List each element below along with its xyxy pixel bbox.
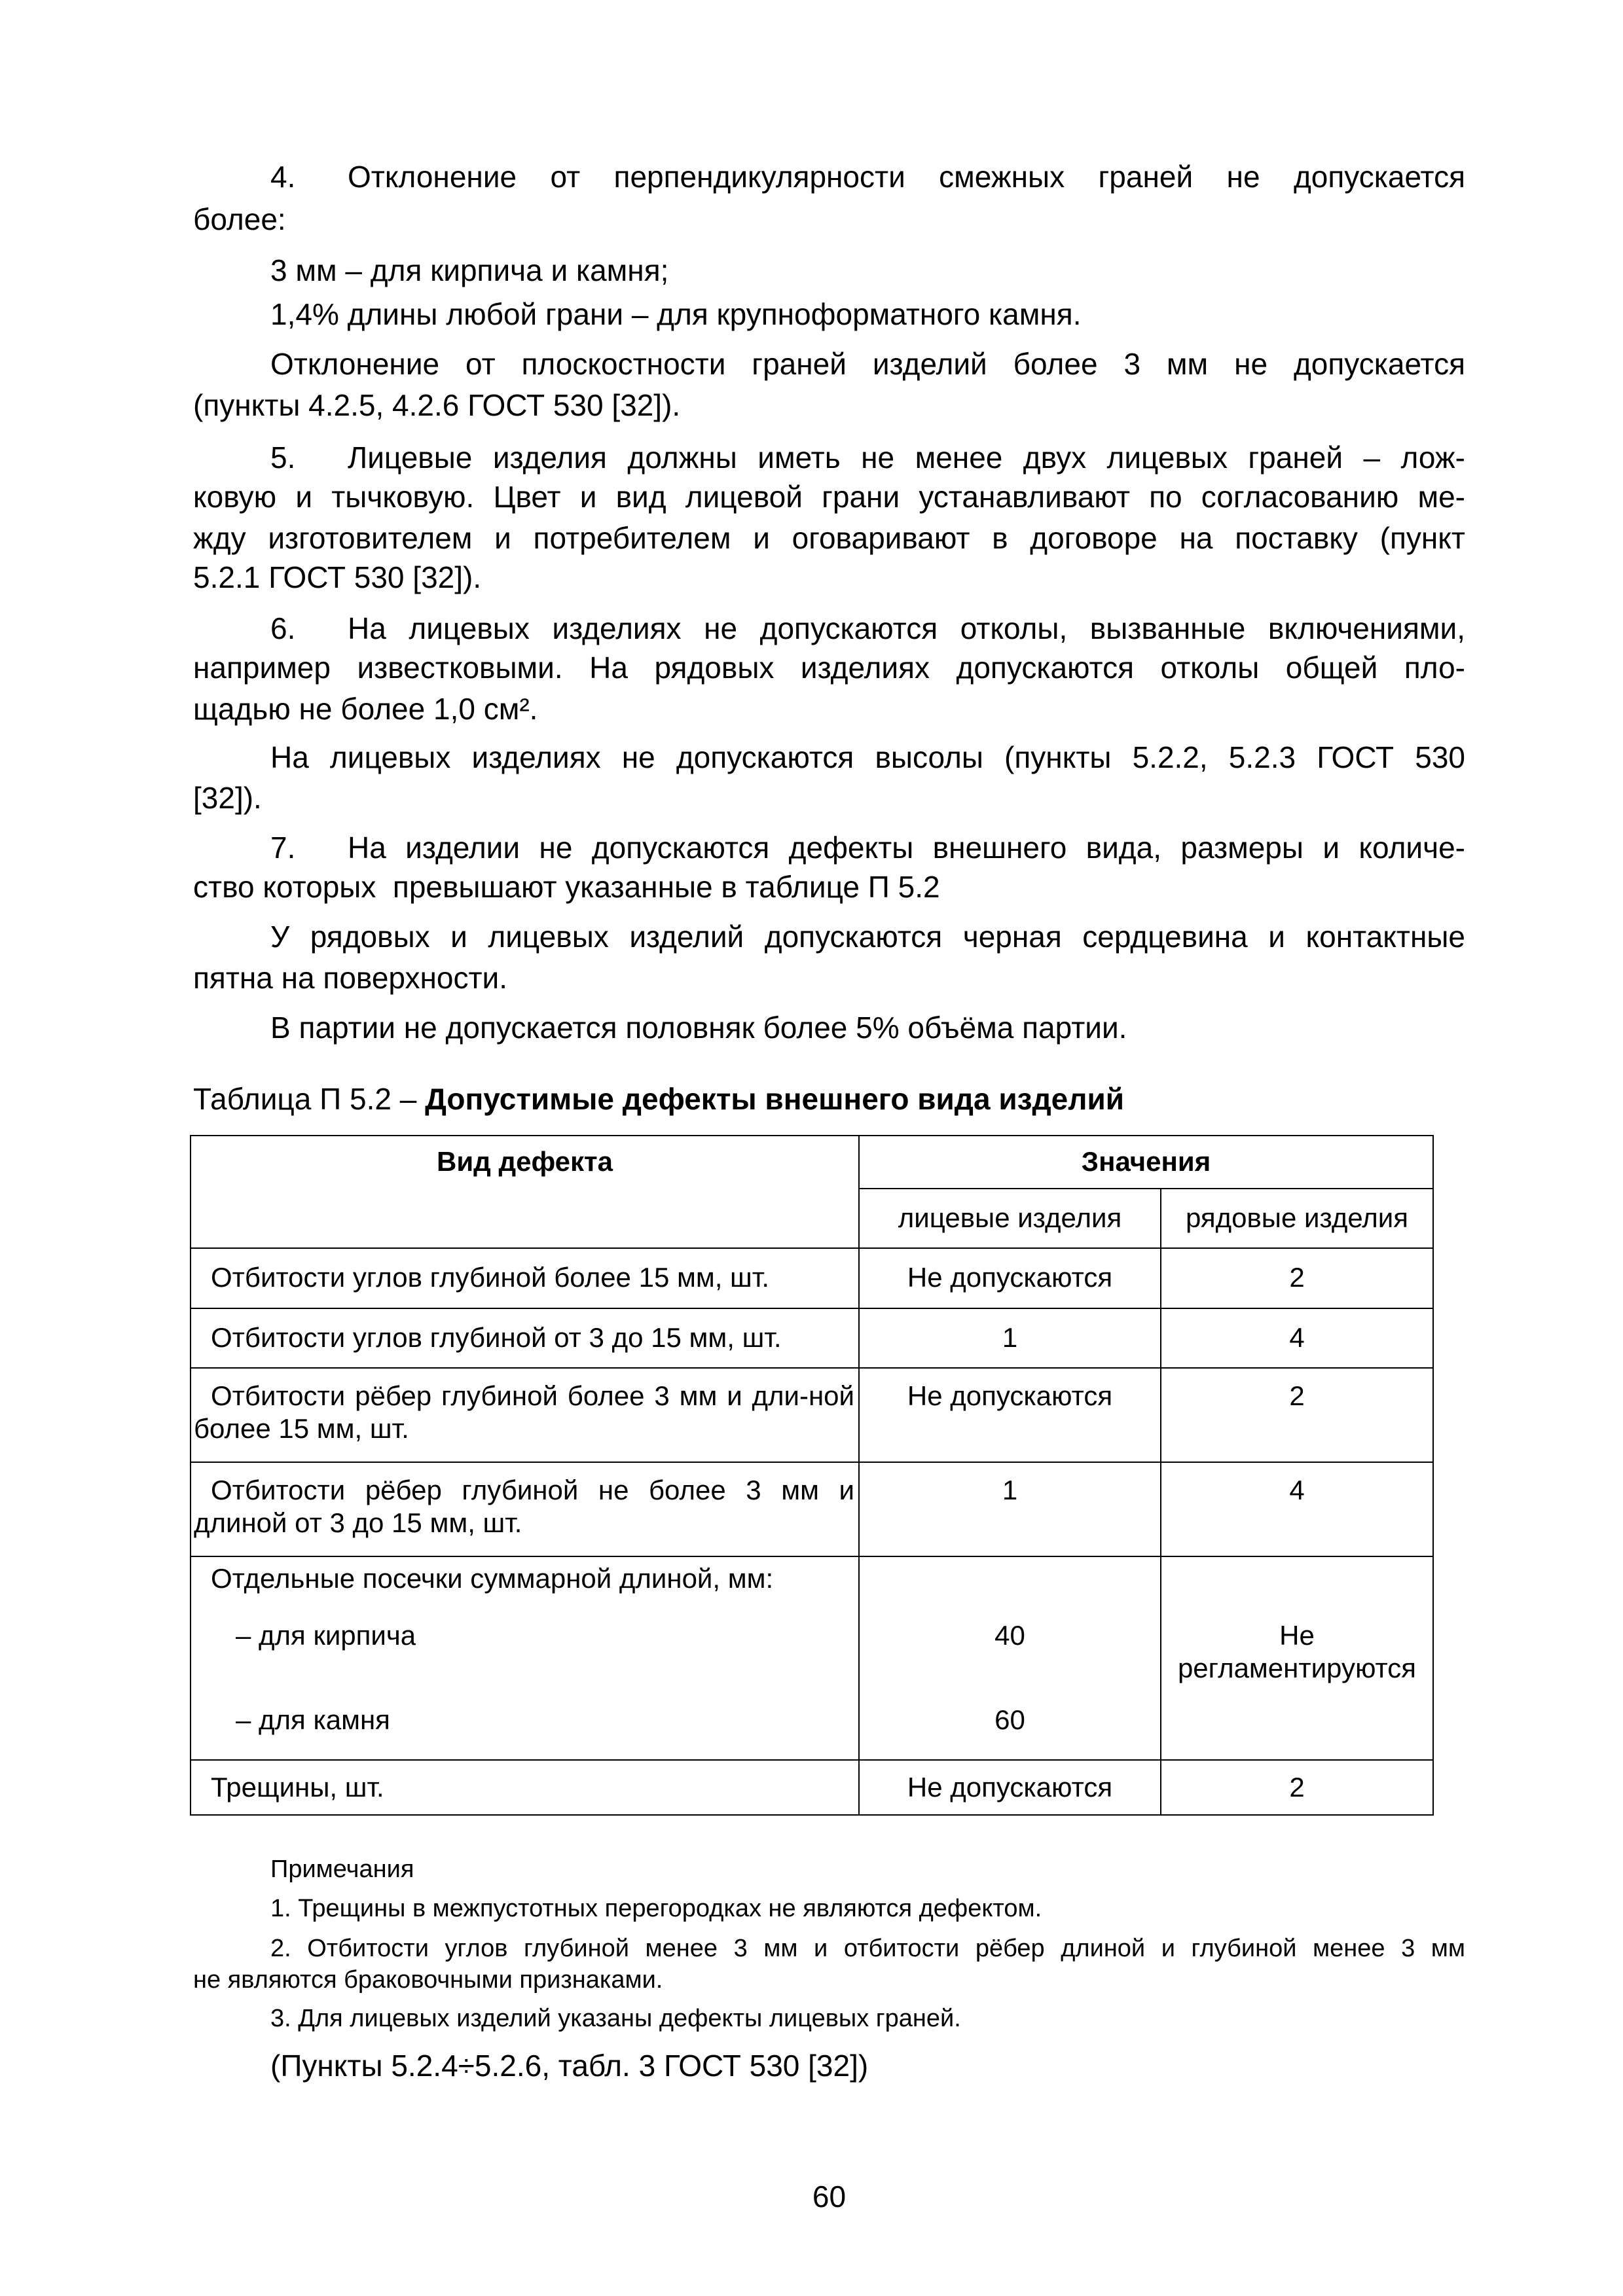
- table-cell-defect: Отбитости углов глубиной от 3 до 15 мм, шт.: [211, 1322, 782, 1353]
- paragraph-line: например известковыми. На рядовых изделиях допускаются отколы общей пло-: [193, 651, 1465, 685]
- paragraph-line: ство которых превышают указанные в таблице П 5.2: [193, 870, 940, 904]
- table-cell-subitem: – для кирпича: [236, 1620, 416, 1651]
- notes-title: Примечания: [270, 1856, 414, 1883]
- table-cell-face: Не допускаются: [907, 1772, 1113, 1803]
- paragraph-line: 3 мм – для кирпича и камня;: [270, 253, 669, 287]
- item-number: 6.: [270, 611, 296, 645]
- paragraph-line: 1,4% длины любой грани – для крупноформатного камня.: [270, 297, 1082, 331]
- table-cell-defect: Трещины, шт.: [211, 1772, 384, 1803]
- caption-title: Допустимые дефекты внешнего вида изделий: [425, 1082, 1125, 1116]
- table-cell-face: Не допускаются: [907, 1380, 1113, 1411]
- paragraph-line: Лицевые изделия должны иметь не менее двух лицевых граней – лож-: [348, 440, 1465, 475]
- note-2-continued: не являются браковочными признаками.: [193, 1966, 663, 1994]
- table-cell-ordinary: Не регламентируются: [1177, 1620, 1417, 1683]
- table-cell-face: Не допускаются: [907, 1262, 1113, 1293]
- item-number: 5.: [270, 440, 296, 475]
- header-values: Значения: [1081, 1146, 1211, 1177]
- paragraph-line: Отклонение от плоскостности граней изделий более 3 мм не допускается: [270, 347, 1465, 381]
- table-cell-face: 1: [1002, 1475, 1018, 1505]
- header-defect-type: Вид дефекта: [436, 1146, 613, 1177]
- paragraph-line: щадью не более 1,0 см².: [193, 692, 538, 726]
- paragraph-line: На изделии не допускаются дефекты внешнего вида, размеры и количе-: [348, 831, 1465, 865]
- table-cell-ordinary: 4: [1289, 1322, 1305, 1353]
- table-cell-face: 60: [994, 1704, 1025, 1735]
- paragraph-line: ковую и тычковую. Цвет и вид лицевой грани устанавливают по согласованию ме-: [193, 480, 1465, 514]
- page-number: 60: [812, 2179, 847, 2214]
- table-cell-face: 1: [1002, 1322, 1018, 1353]
- item-number: 7.: [270, 831, 296, 865]
- note-1: 1. Трещины в межпустотных перегородках не являются дефектом.: [270, 1895, 1042, 1922]
- table-cell-defect: Отбитости углов глубиной более 15 мм, шт.: [211, 1262, 770, 1293]
- item-number: 4.: [270, 160, 296, 194]
- paragraph-line: На лицевых изделиях не допускаются высолы (пункты 5.2.2, 5.2.3 ГОСТ 530: [270, 740, 1465, 774]
- table-cell-ordinary: 4: [1289, 1475, 1305, 1505]
- header-face-products: лицевые изделия: [898, 1202, 1122, 1233]
- paragraph-line: Отклонение от перпендикулярности смежных граней не допускается: [348, 160, 1465, 194]
- table-cell-defect: Отбитости рёбер глубиной не более 3 мм и длиной от 3 до 15 мм, шт.: [194, 1475, 854, 1538]
- source-reference: (Пункты 5.2.4÷5.2.6, табл. 3 ГОСТ 530 [32]): [270, 2049, 869, 2083]
- table-cell-ordinary: 2: [1289, 1772, 1305, 1803]
- note-3: 3. Для лицевых изделий указаны дефекты лицевых граней.: [270, 2005, 961, 2032]
- table-caption: [193, 1081, 1465, 1117]
- paragraph-line: пятна на поверхности.: [193, 961, 508, 995]
- table-cell-face: 40: [994, 1620, 1025, 1651]
- paragraph-line: жду изготовителем и потребителем и оговаривают в договоре на поставку (пункт: [193, 521, 1465, 555]
- paragraph-line: [32]).: [193, 781, 262, 815]
- table-cell-defect: Отдельные посечки суммарной длиной, мм:: [211, 1563, 774, 1594]
- paragraph-line: (пункты 4.2.5, 4.2.6 ГОСТ 530 [32]).: [193, 388, 681, 422]
- paragraph-line: более:: [193, 202, 286, 236]
- table-cell-subitem: – для камня: [236, 1704, 390, 1735]
- paragraph-line: 5.2.1 ГОСТ 530 [32]).: [193, 560, 482, 594]
- caption-prefix: Таблица П 5.2 –: [193, 1082, 426, 1116]
- table-cell-defect: Отбитости рёбер глубиной более 3 мм и дли-ной более 15 мм, шт.: [194, 1380, 854, 1444]
- note-2: 2. Отбитости углов глубиной менее 3 мм и отбитости рёбер длиной и глубиной менее 3 мм: [270, 1935, 1465, 1962]
- paragraph-line: У рядовых и лицевых изделий допускаются черная сердцевина и контактные: [270, 920, 1465, 954]
- paragraph-line: В партии не допускается половняк более 5% объёма партии.: [270, 1011, 1127, 1045]
- header-ordinary-products: рядовые изделия: [1186, 1202, 1408, 1233]
- table-cell-ordinary: 2: [1289, 1380, 1305, 1411]
- paragraph-line: На лицевых изделиях не допускаются отколы, вызванные включениями,: [348, 611, 1465, 645]
- table-cell-ordinary: 2: [1289, 1262, 1305, 1293]
